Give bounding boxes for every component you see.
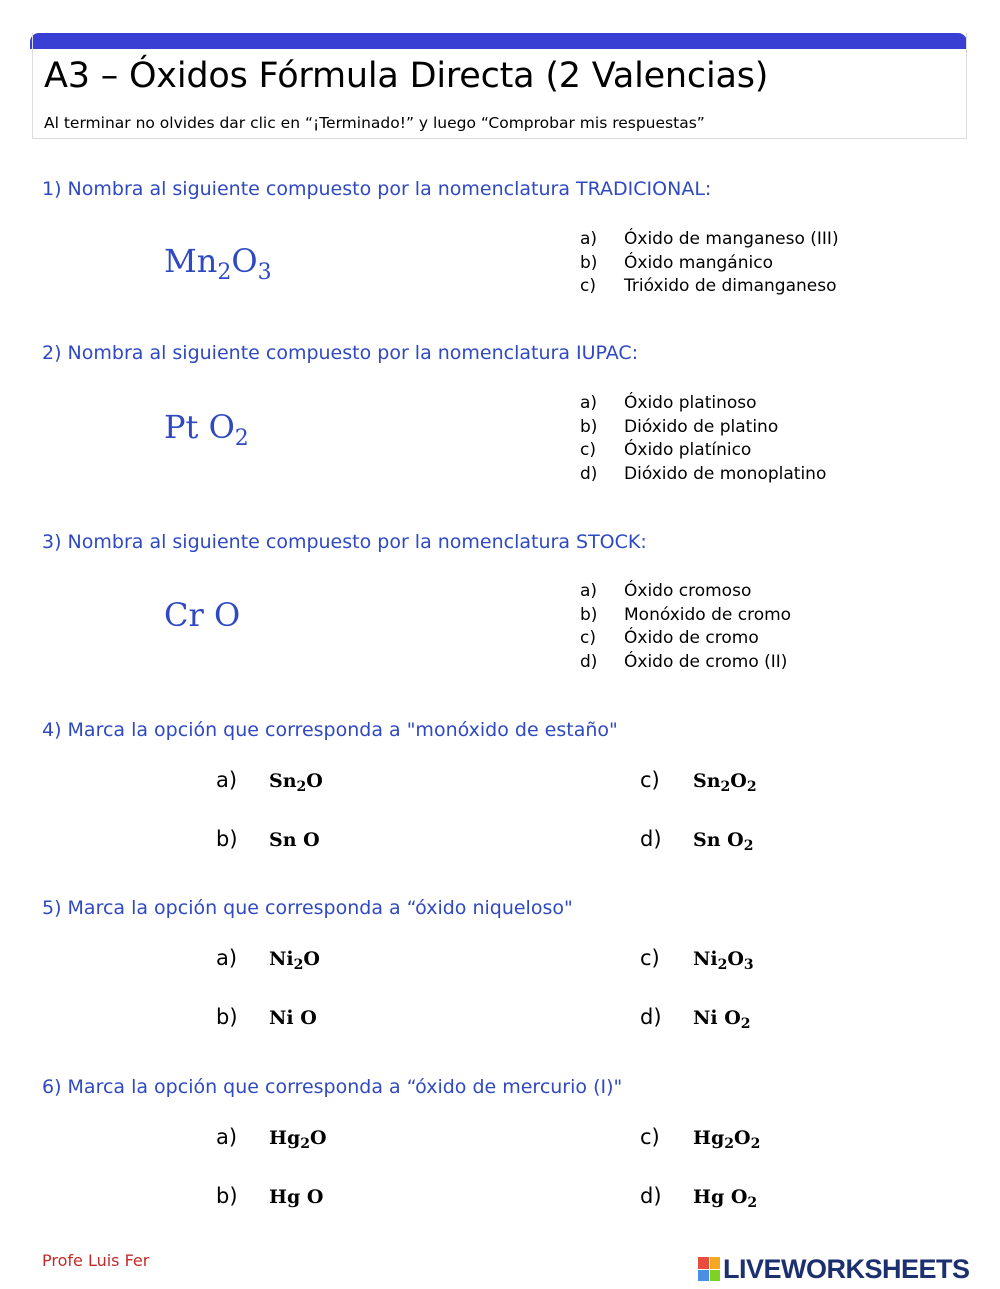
question-2-prompt: 2) Nombra al siguiente compuesto por la nomenclatura IUPAC: [42,342,639,364]
option-d[interactable] [580,463,826,487]
choice-c[interactable] [640,768,757,795]
choice-formula [269,770,323,795]
option-text: Dióxido de platino [624,416,779,437]
formula-element: Hg [269,1127,301,1149]
choice-b[interactable] [216,1184,323,1208]
option-text: Óxido de cromo [624,628,759,648]
option-text: Óxido cromoso [624,581,752,601]
option-text: Dióxido de monoplatino [624,463,827,484]
option-a[interactable] [580,228,839,252]
formula-subscript: 2 [293,957,304,973]
question-2-formula [164,408,249,451]
formula-element: Hg [693,1127,725,1149]
formula-element: Ni [269,948,294,970]
choice-letter: b) [216,1184,238,1208]
option-text: Óxido de cromo (II) [624,651,788,672]
option-letter: a) [580,393,598,413]
option-a[interactable] [580,392,826,416]
formula-element: Sn [269,770,297,792]
formula-element: Hg O [693,1186,748,1208]
formula-element: Hg O [269,1186,324,1208]
formula-element: Sn O [269,829,320,851]
formula-element: Ni O [693,1007,741,1029]
formula-subscript: 2 [724,1136,734,1152]
formula-subscript: 2 [717,957,728,973]
option-text: Óxido mangánico [624,252,773,273]
formula-subscript: 2 [740,1016,751,1032]
choice-formula [693,1007,751,1032]
option-b[interactable] [580,604,791,628]
worksheet-title: A3 – Óxidos Fórmula Directa (2 Valencias) [44,56,769,96]
option-b[interactable] [580,252,839,276]
formula-element: O [727,948,744,970]
formula-subscript: 2 [234,426,249,451]
choice-formula [693,948,754,973]
option-letter: c) [580,628,596,648]
choice-a[interactable] [216,768,323,795]
option-text: Trióxido de dimanganeso [624,276,837,296]
formula-element: O [730,770,747,792]
choice-formula [269,1186,323,1208]
option-letter: b) [580,252,598,273]
question-1-prompt: 1) Nombra al siguiente compuesto por la nomenclatura TRADICIONAL: [42,178,712,200]
option-letter: c) [580,276,596,296]
choice-letter: d) [640,1005,662,1029]
choice-a[interactable] [216,1125,327,1152]
liveworksheets-brand[interactable] [698,1254,970,1284]
choice-b[interactable] [216,827,320,851]
choice-letter: a) [216,768,238,792]
author-credit: Profe Luis Fer [42,1251,150,1270]
formula-subscript: 3 [743,957,754,973]
choice-formula [269,1007,317,1029]
question-2-options [580,392,826,486]
option-c[interactable] [580,627,791,651]
choice-formula [269,1127,327,1152]
choice-d[interactable] [640,1005,751,1032]
logo-tile [698,1270,709,1282]
question-3-options [580,580,791,674]
formula-element: Ni [693,948,718,970]
formula-element: O [231,242,258,280]
option-text: Monóxido de cromo [624,604,792,625]
formula-element: O [208,408,235,446]
choice-a[interactable] [216,946,320,973]
formula-subscript: 2 [296,779,307,795]
choice-d[interactable] [640,1184,758,1211]
choice-letter: c) [640,1125,660,1149]
choice-formula [693,1186,758,1211]
formula-element: Cr O [164,596,241,634]
choice-d[interactable] [640,827,754,854]
question-6-prompt: 6) Marca la opción que corresponda a “óxido de mercurio (I)" [42,1076,623,1098]
option-text: Óxido de manganeso (III) [624,229,839,249]
formula-element: O [734,1127,751,1149]
formula-element: Sn O [693,829,744,851]
brand-name: LIVEWORKSHEETS [723,1253,970,1284]
formula-element: O [303,948,320,970]
formula-element: O [306,770,323,792]
choice-letter: d) [640,1184,662,1208]
choice-formula [693,829,754,854]
formula-subscript: 3 [257,260,272,285]
worksheet-instructions: Al terminar no olvides dar clic en “¡Terminado!” y luego “Comprobar mis respuestas” [44,114,705,132]
choice-c[interactable] [640,946,754,973]
formula-element: Ni O [269,1007,317,1029]
choice-formula [269,829,320,851]
choice-letter: b) [216,1005,238,1029]
formula-element: O [310,1127,327,1149]
choice-letter: b) [216,827,238,851]
formula-subscript: 2 [746,779,757,795]
option-letter: b) [580,604,598,625]
formula-subscript: 2 [300,1136,310,1152]
choice-formula [693,770,757,795]
formula-subscript: 2 [750,1136,761,1152]
choice-letter: c) [640,946,660,970]
option-b[interactable] [580,416,826,440]
question-5-prompt: 5) Marca la opción que corresponda a “óxido niqueloso" [42,897,573,919]
formula-element: Pt [164,408,209,446]
question-3-prompt: 3) Nombra al siguiente compuesto por la nomenclatura STOCK: [42,531,647,553]
option-letter: a) [580,581,598,601]
choice-formula [269,948,320,973]
formula-subscript: 2 [743,838,754,854]
formula-element: Mn [164,242,218,280]
formula-subscript: 2 [217,260,232,285]
question-1-formula [164,242,272,285]
logo-tile [710,1257,721,1269]
choice-letter: a) [216,946,238,970]
formula-subscript: 2 [747,1195,758,1211]
option-letter: b) [580,416,598,437]
formula-element: Sn [693,770,721,792]
choice-b[interactable] [216,1005,317,1029]
choice-c[interactable] [640,1125,761,1152]
option-a[interactable] [580,580,791,604]
logo-tile [698,1257,709,1269]
option-d[interactable] [580,651,791,675]
formula-subscript: 2 [720,779,731,795]
choice-letter: c) [640,768,660,792]
question-3-formula [164,596,240,634]
choice-formula [693,1127,761,1152]
question-4-prompt: 4) Marca la opción que corresponda a "monóxido de estaño" [42,719,618,741]
option-letter: c) [580,440,596,460]
option-c[interactable] [580,439,826,463]
option-text: Óxido platínico [624,440,752,460]
question-1-options [580,228,839,299]
option-letter: d) [580,463,598,484]
liveworksheets-logo-icon [698,1257,720,1281]
logo-tile [710,1270,721,1282]
option-text: Óxido platinoso [624,393,757,413]
choice-letter: d) [640,827,662,851]
option-letter: a) [580,229,598,249]
choice-letter: a) [216,1125,238,1149]
option-c[interactable] [580,275,839,299]
option-letter: d) [580,651,598,672]
